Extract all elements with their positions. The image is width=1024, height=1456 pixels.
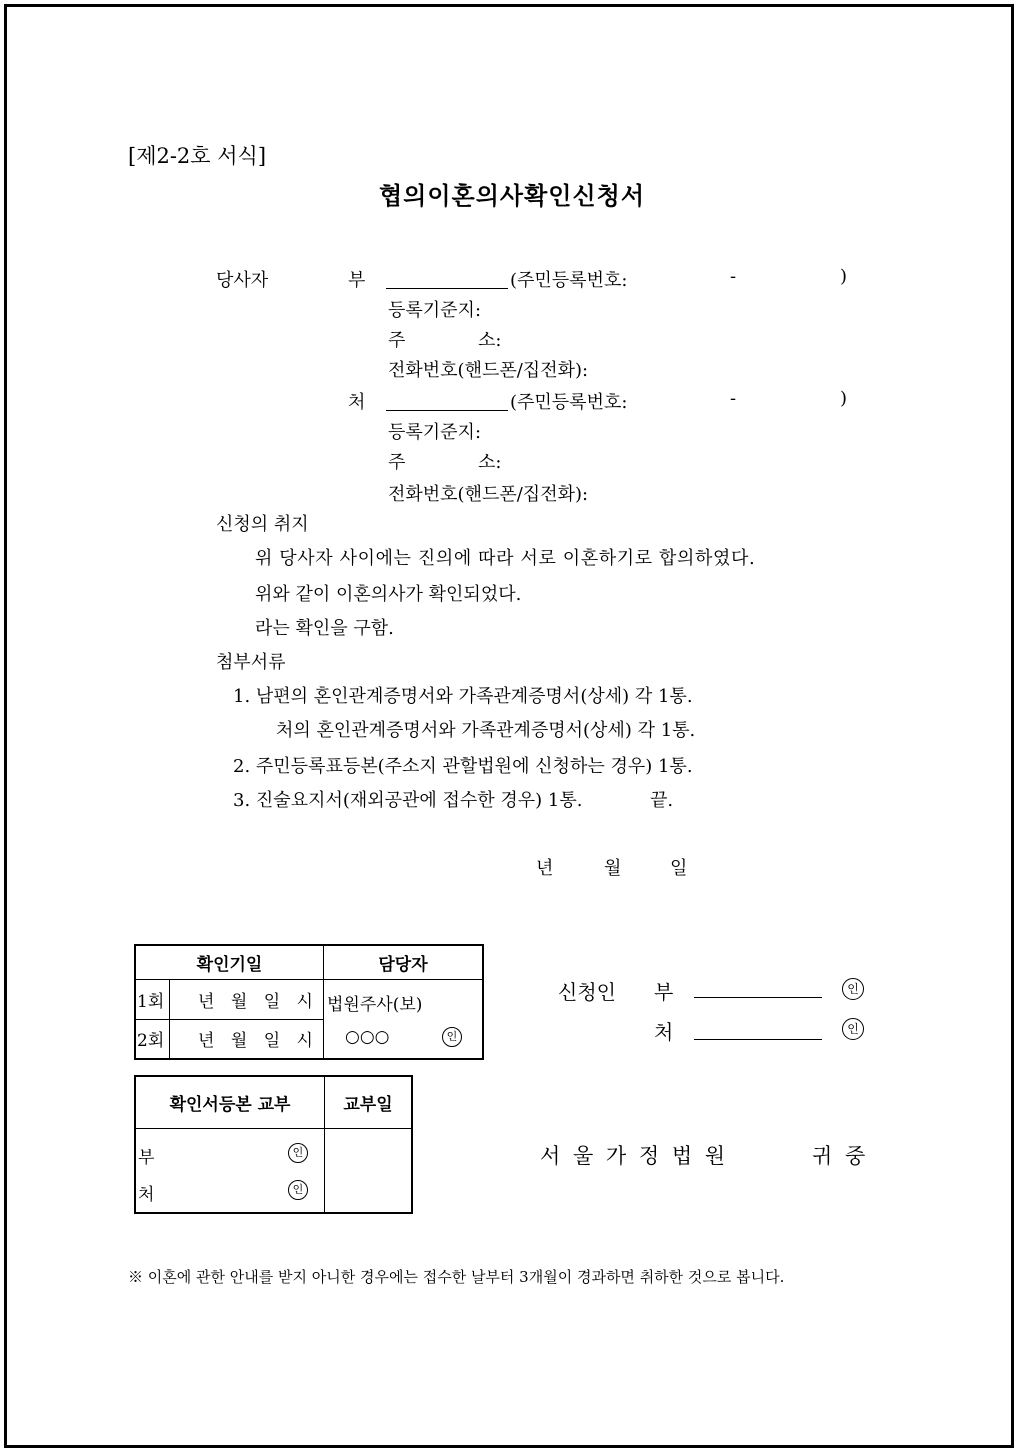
attachment-item-3: 3. 진술요지서(재외공관에 접수한 경우) 1통. <box>233 790 583 811</box>
attachment-item-2: 2. 주민등록표등본(주소지 관할법원에 신청하는 경우) 1통. <box>233 756 693 777</box>
husband-address-label-b: 소: <box>478 330 502 351</box>
husband-name-line[interactable] <box>386 288 508 289</box>
attachment-item-1a: 1. 남편의 혼인관계증명서와 가족관계증명서(상세) 각 1통. <box>233 686 693 707</box>
husband-role-label: 부 <box>348 270 366 291</box>
attachments-end-mark: 끝. <box>650 790 674 811</box>
round-2-month: 월 <box>230 1031 248 1052</box>
confirm-round-2-label: 2회 <box>135 1019 170 1059</box>
round-1-month: 월 <box>230 991 248 1012</box>
copy-husband-seal-icon: 인 <box>288 1143 308 1163</box>
husband-reg-base-label: 등록기준지: <box>388 300 482 321</box>
confirm-round-2-date[interactable] <box>170 1019 324 1059</box>
husband-rrn-label: (주민등록번호: <box>510 270 628 291</box>
copy-delivery-table <box>134 1075 413 1214</box>
round-2-year: 년 <box>198 1031 215 1052</box>
husband-rrn-close: ) <box>840 266 848 287</box>
applicant-wife-seal-icon: 인 <box>842 1018 864 1040</box>
delivery-date-header: 교부일 <box>325 1076 413 1128</box>
copy-wife-seal-icon: 인 <box>288 1180 308 1200</box>
attachment-item-1b: 처의 혼인관계증명서와 가족관계증명서(상세) 각 1통. <box>276 720 696 741</box>
applicant-husband-seal-icon: 인 <box>842 978 864 1000</box>
footnote: ※ 이혼에 관한 안내를 받지 아니한 경우에는 접수한 날부터 3개월이 경과하면 취하한 것으로 봅니다. <box>128 1268 785 1286</box>
delivery-date-cell[interactable] <box>325 1128 413 1213</box>
parties-label: 당사자 <box>216 270 269 291</box>
date-day: 일 <box>670 858 688 879</box>
wife-reg-base-label: 등록기준지: <box>388 422 482 443</box>
round-1-year: 년 <box>198 991 215 1012</box>
applicant-husband-label: 부 <box>654 980 674 1004</box>
date-month: 월 <box>604 858 622 879</box>
purpose-heading: 신청의 취지 <box>216 514 309 535</box>
applicant-wife-line[interactable] <box>694 1039 822 1040</box>
purpose-line-3: 라는 확인을 구함. <box>255 618 394 639</box>
copy-recipients-cell <box>135 1128 325 1213</box>
purpose-line-1: 위 당사자 사이에는 진의에 따라 서로 이혼하기로 합의하였다. <box>255 548 756 569</box>
copy-husband-label: 부 <box>138 1147 155 1168</box>
form-number: [제2-2호 서식] <box>128 144 267 168</box>
round-1-day: 일 <box>263 991 281 1012</box>
copy-delivery-header: 확인서등본 교부 <box>135 1076 325 1128</box>
applicant-label: 신청인 <box>558 980 616 1004</box>
husband-phone-label: 전화번호(핸드폰/집전화): <box>388 360 589 381</box>
purpose-line-2: 위와 같이 이혼의사가 확인되었다. <box>255 584 522 605</box>
staff-header: 담당자 <box>324 945 484 979</box>
court-name: 서 울 가 정 법 원 <box>540 1144 729 1168</box>
attachments-heading: 첨부서류 <box>216 652 286 673</box>
wife-phone-label: 전화번호(핸드폰/집전화): <box>388 484 589 505</box>
wife-name-line[interactable] <box>386 410 508 411</box>
applicant-wife-label: 처 <box>654 1020 674 1044</box>
staff-seal-icon: 인 <box>442 1027 462 1047</box>
document-title: 협의이혼의사확인신청서 <box>378 181 646 210</box>
staff-name: ○○○ <box>345 1026 390 1047</box>
wife-address-label-b: 소: <box>478 452 502 473</box>
wife-role-label: 처 <box>348 392 366 413</box>
confirm-round-1-date[interactable] <box>170 979 324 1019</box>
wife-rrn-close: ) <box>840 388 848 409</box>
date-year: 년 <box>536 858 554 879</box>
husband-rrn-dash: - <box>730 266 737 287</box>
round-2-hour: 시 <box>296 1031 313 1052</box>
staff-title: 법원주사(보) <box>327 994 423 1015</box>
staff-cell <box>324 979 484 1059</box>
wife-rrn-dash: - <box>730 388 737 409</box>
confirmation-date-table <box>134 944 484 1060</box>
confirm-date-header: 확인기일 <box>135 945 324 979</box>
wife-rrn-label: (주민등록번호: <box>510 392 628 413</box>
round-1-hour: 시 <box>296 991 313 1012</box>
copy-wife-label: 처 <box>138 1184 155 1205</box>
husband-address-label-a: 주 <box>388 330 406 351</box>
wife-address-label-a: 주 <box>388 452 406 473</box>
applicant-husband-line[interactable] <box>694 997 822 998</box>
confirm-round-1-label: 1회 <box>135 979 170 1019</box>
round-2-day: 일 <box>263 1031 281 1052</box>
court-suffix: 귀 중 <box>812 1144 869 1168</box>
